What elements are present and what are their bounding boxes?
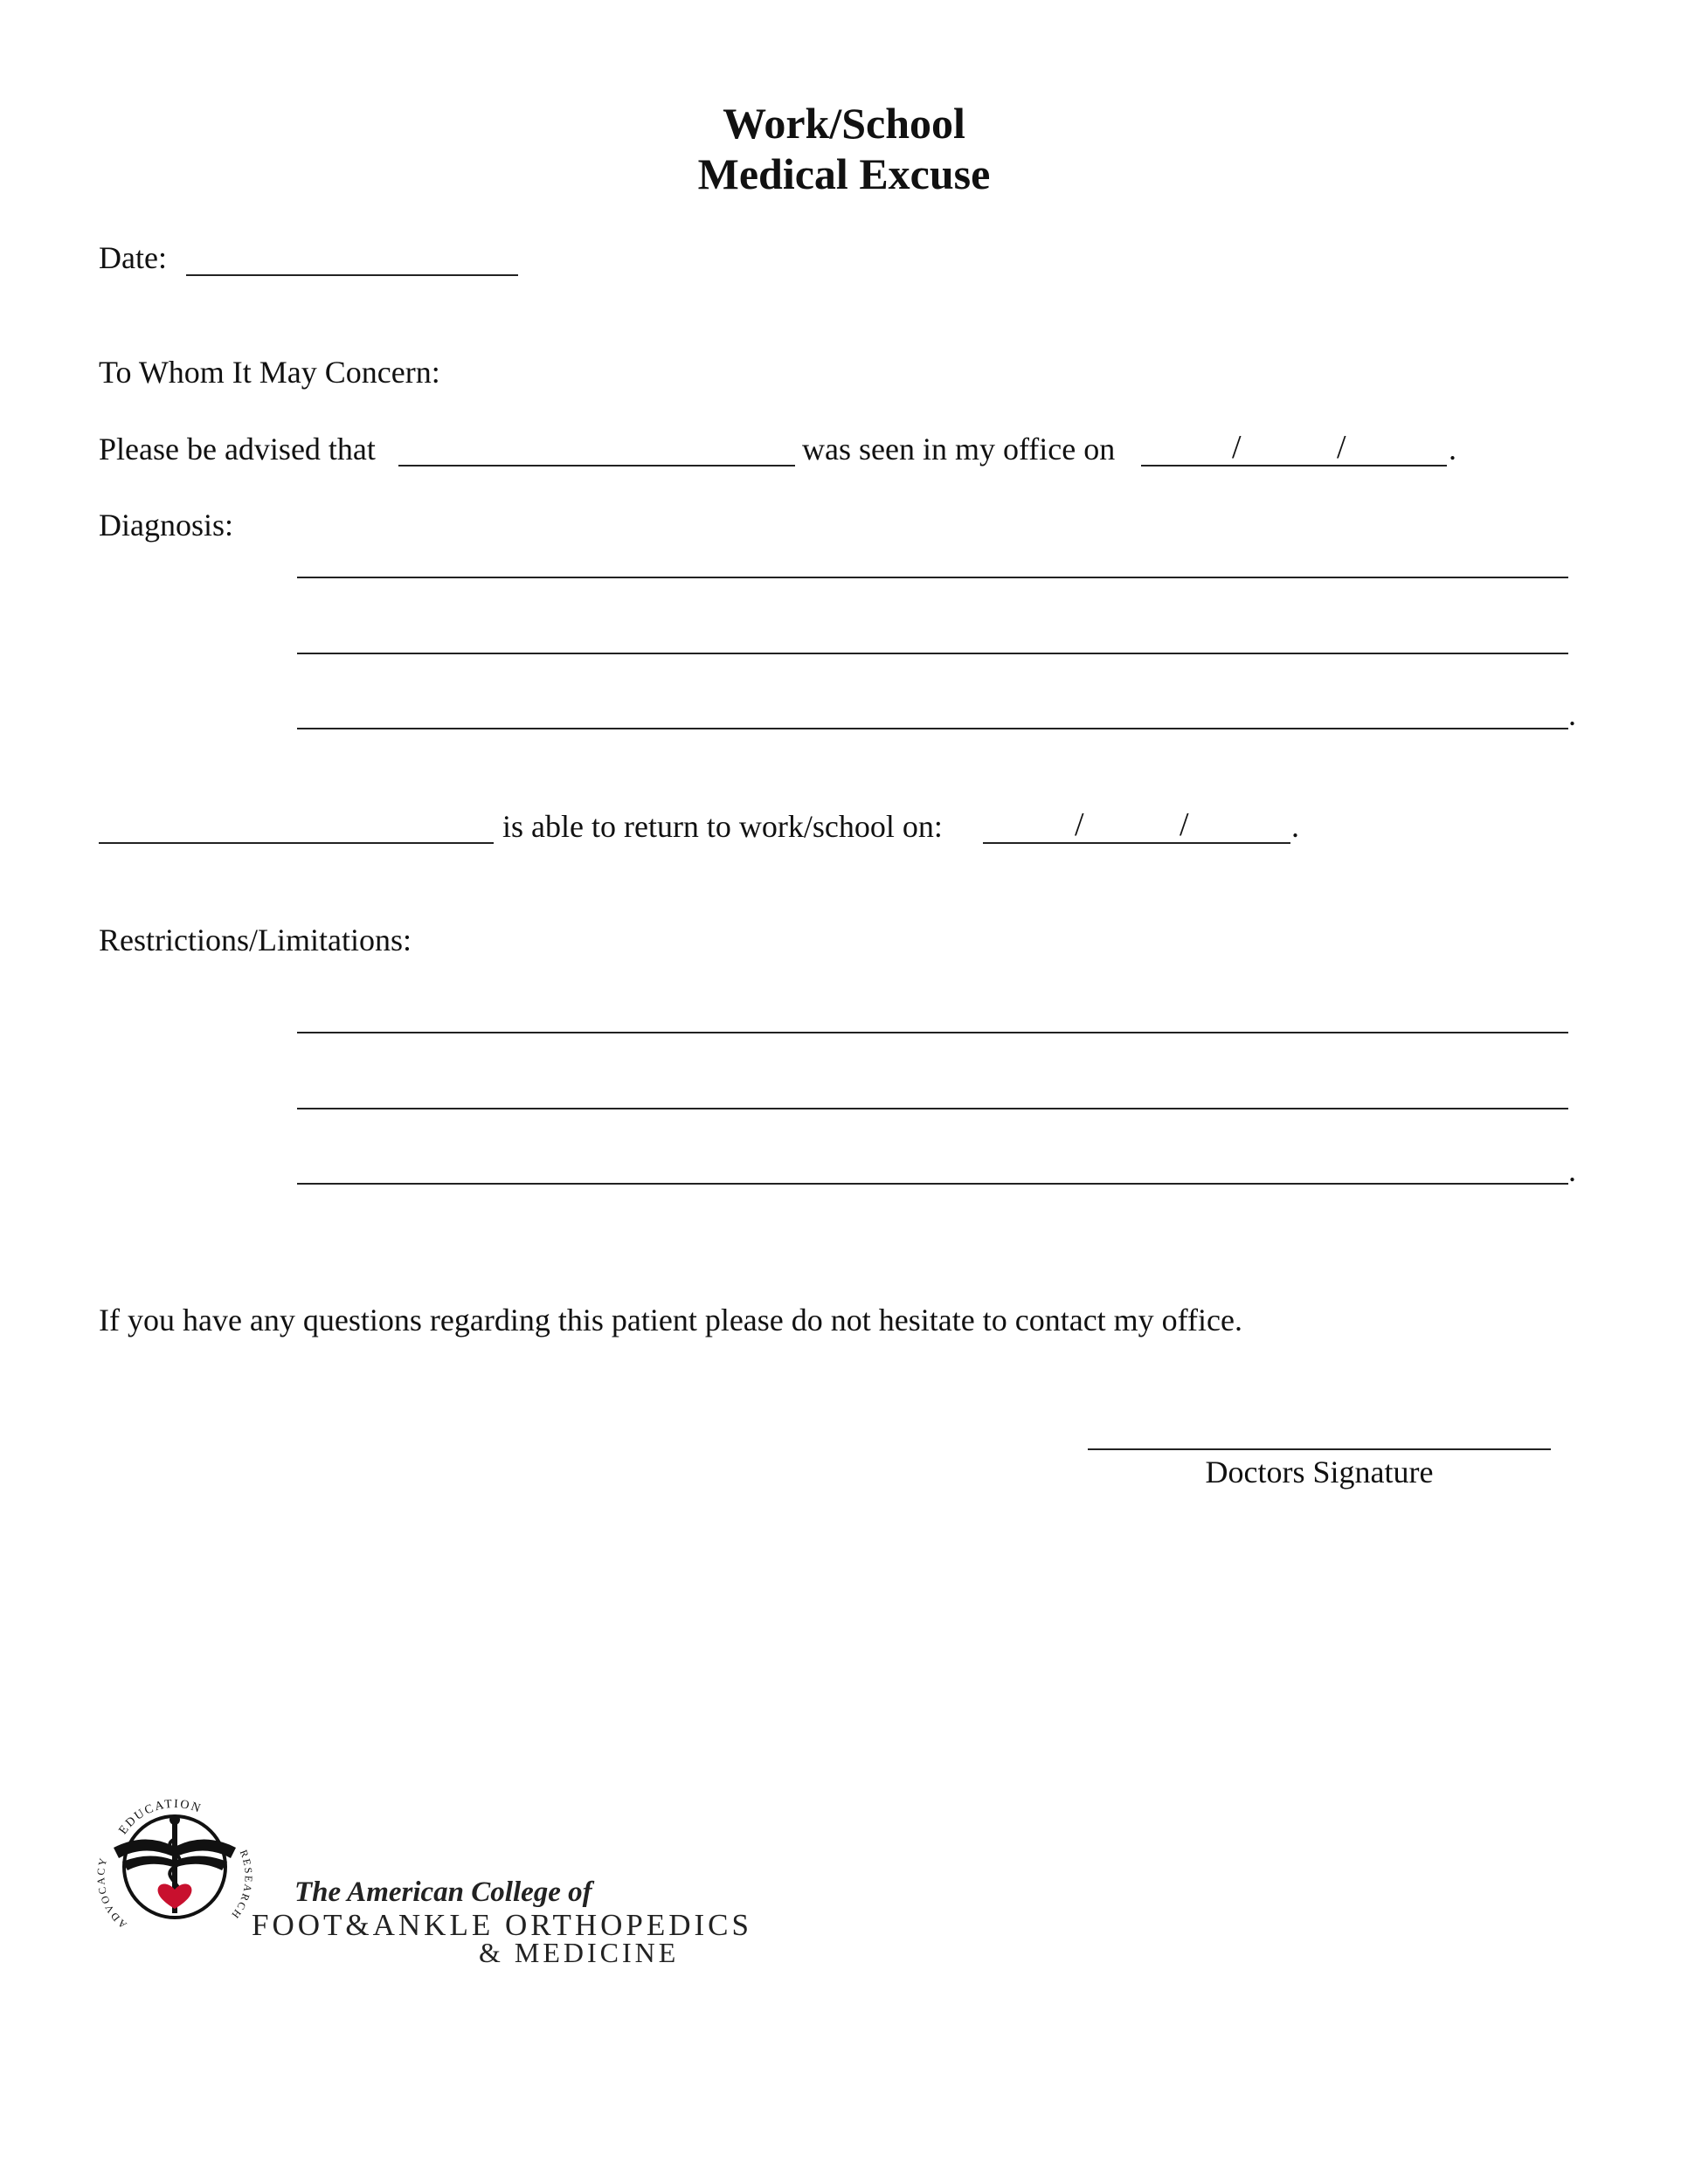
college-logo-emblem bbox=[96, 1787, 253, 1944]
restrictions-label: Restrictions/Limitations: bbox=[99, 923, 412, 957]
seen-date-period: . bbox=[1449, 432, 1456, 467]
signature-line[interactable] bbox=[1088, 1448, 1551, 1450]
return-date-period: . bbox=[1291, 809, 1299, 844]
advised-prefix: Please be advised that bbox=[99, 432, 376, 467]
diagnosis-period: . bbox=[1568, 697, 1576, 732]
diagnosis-label: Diagnosis: bbox=[99, 508, 234, 543]
salutation: To Whom It May Concern: bbox=[99, 355, 440, 390]
restrictions-line-3[interactable] bbox=[297, 1183, 1568, 1185]
return-date-sep-2: / bbox=[1180, 806, 1189, 843]
signature-label: Doctors Signature bbox=[1205, 1455, 1434, 1489]
form-title-line1: Work/School bbox=[723, 99, 965, 148]
advised-suffix: was seen in my office on bbox=[802, 432, 1116, 467]
seen-date-sep-1: / bbox=[1232, 429, 1242, 466]
questions-text: If you have any questions regarding this patient please do not hesitate to contact my office. bbox=[99, 1303, 1242, 1337]
diagnosis-line-1[interactable] bbox=[297, 577, 1568, 578]
restrictions-line-1[interactable] bbox=[297, 1032, 1568, 1033]
return-name-line[interactable] bbox=[99, 842, 494, 844]
caduceus-icon bbox=[96, 1787, 253, 1944]
seen-date-line[interactable] bbox=[1141, 465, 1447, 467]
svg-text:ADVOCACY: ADVOC Y bbox=[96, 1855, 129, 1932]
svg-text:EDUCATION: EDUCATION bbox=[116, 1797, 204, 1837]
date-field-line[interactable] bbox=[186, 274, 518, 276]
date-label: Date: bbox=[99, 240, 167, 275]
svg-text:RESEARCH: RE ARCH bbox=[228, 1848, 253, 1923]
logo-line1: The American College of bbox=[294, 1876, 592, 1908]
patient-name-line[interactable] bbox=[398, 465, 795, 467]
return-text: is able to return to work/school on: bbox=[502, 809, 943, 844]
diagnosis-line-2[interactable] bbox=[297, 653, 1568, 654]
restrictions-period: . bbox=[1568, 1153, 1576, 1188]
return-date-line[interactable] bbox=[983, 842, 1290, 844]
seen-date-sep-2: / bbox=[1337, 429, 1346, 466]
restrictions-line-2[interactable] bbox=[297, 1108, 1568, 1109]
diagnosis-line-3[interactable] bbox=[297, 728, 1568, 729]
logo-line2: FOOT&ANKLE ORTHOPEDICS bbox=[252, 1908, 752, 1942]
logo-line3: & MEDICINE bbox=[479, 1937, 680, 1968]
return-date-sep-1: / bbox=[1075, 806, 1084, 843]
form-title-line2: Medical Excuse bbox=[697, 149, 991, 198]
